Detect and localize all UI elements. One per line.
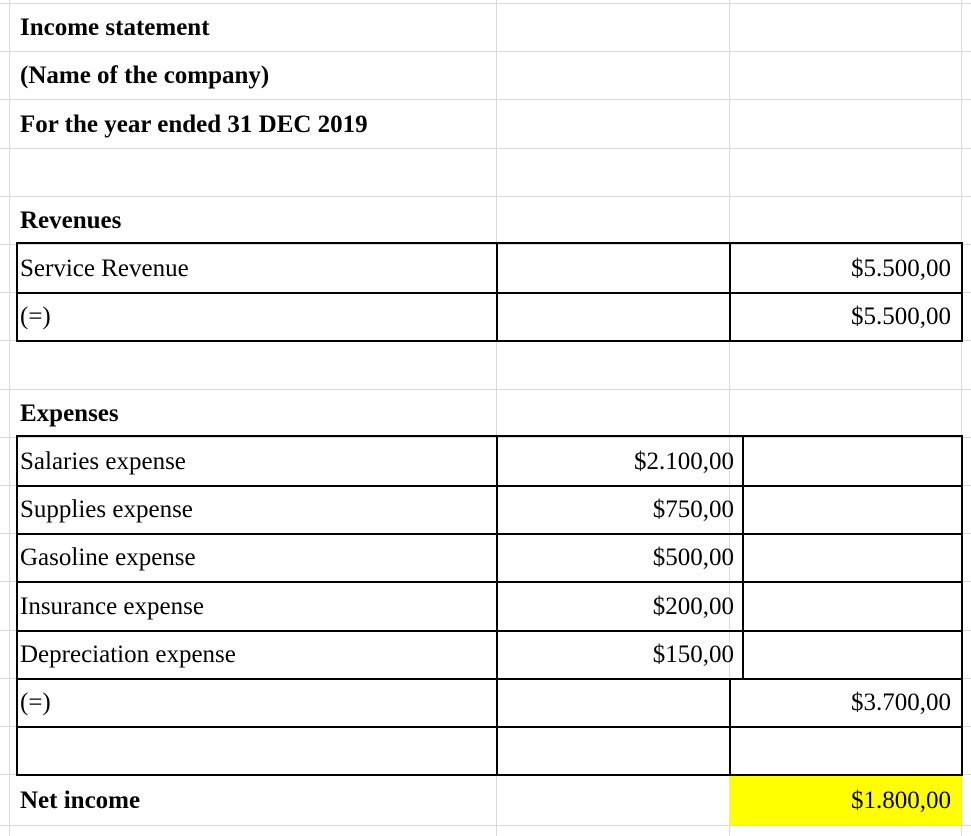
statement-period: For the year ended 31 DEC 2019 [20, 110, 368, 138]
expense-total-label: (=) [20, 689, 51, 716]
expense-cell-c2[interactable] [742, 485, 963, 535]
expense-item-label: Insurance expense [20, 592, 204, 620]
revenue-total-label: (=) [20, 303, 51, 330]
expense-item-label: Gasoline expense [20, 544, 196, 571]
revenue-item-label: Service Revenue [20, 255, 189, 282]
expense-item-label: Depreciation expense [20, 641, 236, 668]
expense-cell-c4[interactable] [742, 581, 963, 632]
gridline-row [0, 148, 496, 149]
company-name: (Name of the company) [20, 62, 270, 89]
expense-total-value: $3.700,00 [851, 689, 951, 716]
expense-item-value: $500,00 [652, 544, 734, 571]
expense-item-value: $200,00 [652, 592, 734, 620]
revenue-item-value: $5.500,00 [851, 255, 951, 282]
revenue-cell-b1[interactable] [496, 242, 731, 294]
expense-item-value: $150,00 [652, 641, 734, 668]
expense-item-value: $750,00 [652, 496, 734, 523]
revenues-heading: Revenues [20, 207, 122, 234]
statement-title: Income statement [20, 14, 210, 41]
expense-cell-c3[interactable] [742, 533, 963, 583]
revenue-total-value: $5.500,00 [851, 303, 951, 330]
expense-item-label: Supplies expense [20, 496, 193, 523]
expense-total-cell-b[interactable] [496, 678, 731, 728]
net-income-value: $1.800,00 [851, 787, 951, 814]
blank-cell-a[interactable] [16, 726, 498, 776]
expense-cell-c1[interactable] [742, 435, 963, 487]
blank-cell-c[interactable] [729, 726, 963, 776]
net-income-label: Net income [20, 787, 141, 814]
expenses-heading: Expenses [20, 400, 119, 427]
revenue-cell-b2[interactable] [496, 292, 731, 342]
expense-item-label: Salaries expense [20, 448, 186, 475]
expense-cell-c5[interactable] [742, 630, 963, 680]
expense-item-value: $2.100,00 [634, 448, 734, 475]
blank-cell-b[interactable] [496, 726, 731, 776]
gridline-row [0, 825, 971, 826]
